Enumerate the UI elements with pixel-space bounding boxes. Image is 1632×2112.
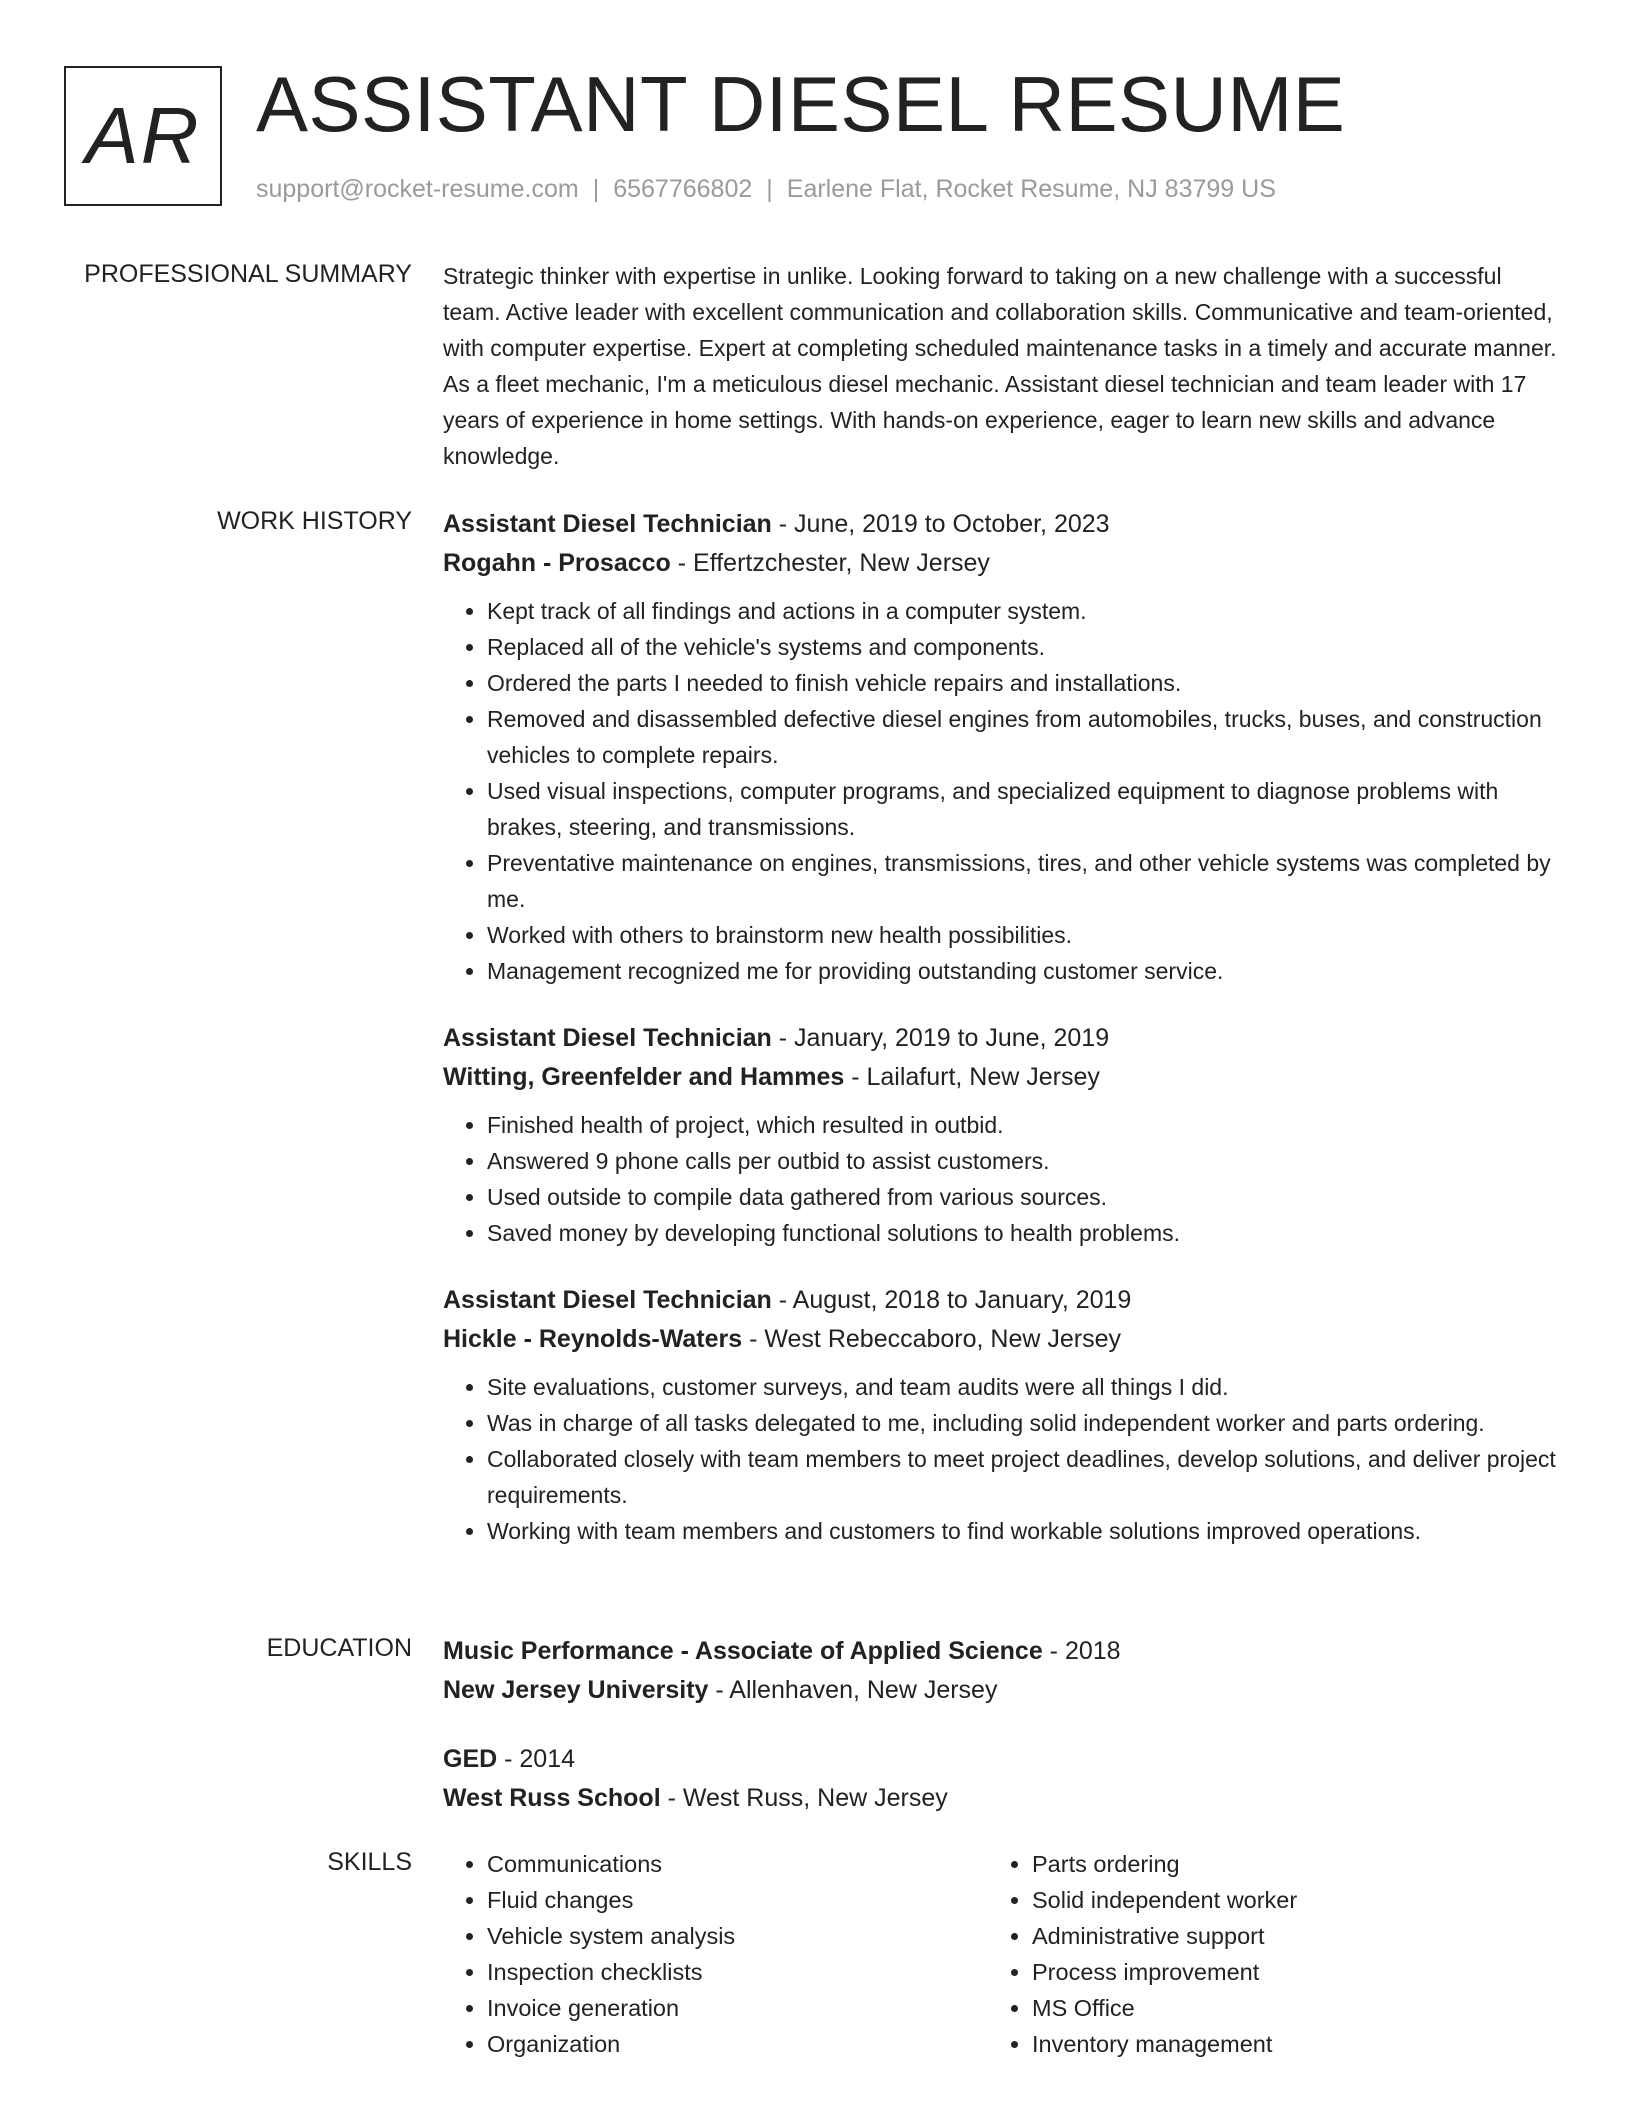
section-label-skills: SKILLS <box>327 1848 412 1876</box>
job-title-line <box>443 505 1558 544</box>
job-company: Hickle - Reynolds-Waters <box>443 1325 743 1353</box>
list-item: • Finished health of project, which resulted in outbid. <box>487 1107 1558 1143</box>
skill-item: • Communications <box>487 1846 988 1882</box>
job-title: Assistant Diesel Technician <box>443 510 772 538</box>
education-school: West Russ School <box>443 1784 661 1812</box>
list-item: • Kept track of all findings and actions in a computer system. <box>487 593 1558 629</box>
list-item: • Was in charge of all tasks delegated to me, including solid independent worker and parts ordering. <box>487 1405 1558 1441</box>
skill-item: • Parts ordering <box>1032 1846 1533 1882</box>
list-item: • Collaborated closely with team members to meet project deadlines, develop solutions, and deliver project requirements. <box>487 1441 1558 1513</box>
list-item: • Ordered the parts I needed to finish vehicle repairs and installations. <box>487 665 1558 701</box>
job-title: Assistant Diesel Technician <box>443 1286 772 1314</box>
skills-columns <box>443 1846 1558 2062</box>
job-company: Witting, Greenfelder and Hammes <box>443 1063 845 1091</box>
skill-item: • Invoice generation <box>487 1990 988 2026</box>
job-bullets <box>443 1107 1558 1251</box>
education-entry <box>443 1740 1558 1818</box>
resume-title: ASSISTANT DIESEL RESUME <box>256 60 1346 148</box>
skill-item: • Vehicle system analysis <box>487 1918 988 1954</box>
skill-item: • Inspection checklists <box>487 1954 988 1990</box>
skills-list-right <box>988 1846 1533 2062</box>
education-year: - 2014 <box>497 1745 576 1773</box>
section-label-summary: PROFESSIONAL SUMMARY <box>84 260 412 288</box>
education-degree-line <box>443 1740 1558 1779</box>
contact-separator: | <box>592 175 600 203</box>
skill-item: • MS Office <box>1032 1990 1533 2026</box>
job-company: Rogahn - Prosacco <box>443 549 671 577</box>
skill-item: • Organization <box>487 2026 988 2062</box>
skills-list-left <box>443 1846 988 2062</box>
contact-separator: | <box>766 175 773 203</box>
education-degree: Music Performance - Associate of Applied Science <box>443 1637 1043 1665</box>
list-item: • Used outside to compile data gathered from various sources. <box>487 1179 1558 1215</box>
skill-item: • Solid independent worker <box>1032 1882 1533 1918</box>
monogram-logo: AR <box>64 66 222 206</box>
summary-text: Strategic thinker with expertise in unlike. Looking forward to taking on a new challenge with a successful team. Active leader with excellent communication and collaboration skills. Communicative and team-oriented, with computer expertise. Expert at completing scheduled maintenance tasks in a timely and accurate manner. As a fleet mechanic, I'm a meticulous diesel mechanic. Assistant diesel technician and team leader with 17 years of experience in home settings. With hands-on experience, eager to learn new skills and advance knowledge. <box>443 263 1557 469</box>
job-title-line <box>443 1019 1558 1058</box>
contact-phone: 6567766802 <box>613 175 753 203</box>
job-title-line <box>443 1281 1558 1320</box>
skill-item: • Inventory management <box>1032 2026 1533 2062</box>
education-location: - West Russ, New Jersey <box>660 1784 948 1812</box>
job-bullets <box>443 593 1558 989</box>
contact-email: support@rocket-resume.com <box>256 175 579 203</box>
education-year: - 2018 <box>1042 1637 1121 1665</box>
education-entry <box>443 1632 1558 1710</box>
list-item: • Worked with others to brainstorm new health possibilities. <box>487 917 1558 953</box>
job-dates: - January, 2019 to June, 2019 <box>771 1024 1110 1052</box>
list-item: • Site evaluations, customer surveys, and team audits were all things I did. <box>487 1369 1558 1405</box>
job-company-line <box>443 544 1558 583</box>
skill-item: • Administrative support <box>1032 1918 1533 1954</box>
list-item: • Working with team members and customers to find workable solutions improved operations. <box>487 1513 1558 1549</box>
education-school-line <box>443 1671 1558 1710</box>
job-company-line <box>443 1320 1558 1359</box>
education-degree-line <box>443 1632 1558 1671</box>
contact-line <box>256 174 1276 204</box>
skill-item: • Process improvement <box>1032 1954 1533 1990</box>
job-bullets <box>443 1369 1558 1549</box>
section-label-education: EDUCATION <box>266 1634 412 1662</box>
education-school-line <box>443 1779 1558 1818</box>
job-location: - West Rebeccaboro, New Jersey <box>742 1325 1122 1353</box>
job-company-line <box>443 1058 1558 1097</box>
job-location: - Lailafurt, New Jersey <box>844 1063 1100 1091</box>
list-item: • Saved money by developing functional solutions to health problems. <box>487 1215 1558 1251</box>
job-dates: - August, 2018 to January, 2019 <box>771 1286 1132 1314</box>
education-school: New Jersey University <box>443 1676 709 1704</box>
section-label-work-history: WORK HISTORY <box>217 507 412 535</box>
list-item: • Removed and disassembled defective diesel engines from automobiles, trucks, buses, and construction vehicles to complete repairs. <box>487 701 1558 773</box>
job-location: - Effertzchester, New Jersey <box>670 549 990 577</box>
job-entry <box>443 1281 1558 1549</box>
skill-item: • Fluid changes <box>487 1882 988 1918</box>
list-item: • Management recognized me for providing outstanding customer service. <box>487 953 1558 989</box>
education-location: - Allenhaven, New Jersey <box>708 1676 998 1704</box>
list-item: • Replaced all of the vehicle's systems and components. <box>487 629 1558 665</box>
list-item: • Preventative maintenance on engines, transmissions, tires, and other vehicle systems was completed by me. <box>487 845 1558 917</box>
job-entry <box>443 505 1558 989</box>
job-title: Assistant Diesel Technician <box>443 1024 772 1052</box>
job-dates: - June, 2019 to October, 2023 <box>771 510 1110 538</box>
contact-address: Earlene Flat, Rocket Resume, NJ 83799 US <box>786 175 1276 203</box>
list-item: • Used visual inspections, computer programs, and specialized equipment to diagnose problems with brakes, steering, and transmissions. <box>487 773 1558 845</box>
education-degree: GED <box>443 1745 498 1773</box>
list-item: • Answered 9 phone calls per outbid to assist customers. <box>487 1143 1558 1179</box>
job-entry <box>443 1019 1558 1251</box>
